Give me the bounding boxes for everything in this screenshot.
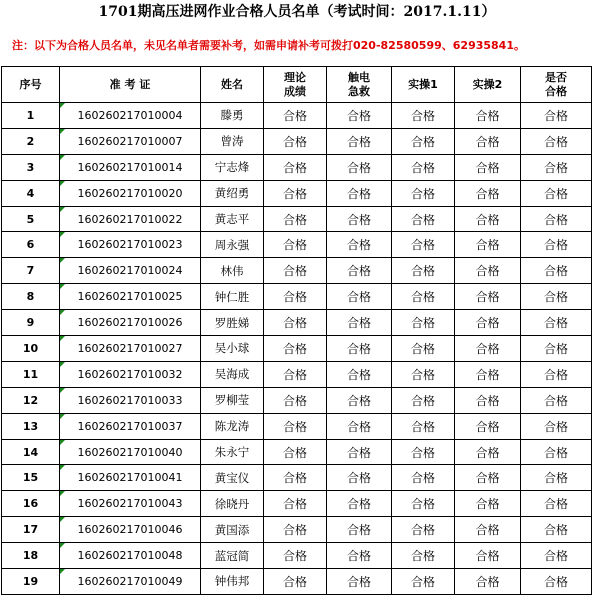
name-cell[interactable]: 陈龙涛 xyxy=(201,413,264,439)
practical2-result-cell[interactable]: 合格 xyxy=(455,206,521,232)
practical1-result-cell[interactable]: 合格 xyxy=(392,258,455,284)
theory-result-cell[interactable]: 合格 xyxy=(264,310,327,336)
table-row xyxy=(2,543,592,569)
sheet-title: 1701期高压进网作业合格人员名单（考试时间：2017.1.11） xyxy=(98,4,496,20)
cert-number-cell[interactable]: 160260217010048 xyxy=(60,543,201,569)
cert-number-cell[interactable]: 160260217010040 xyxy=(60,439,201,465)
first-aid-result-cell[interactable]: 合格 xyxy=(327,180,392,206)
cert-number-cell[interactable]: 160260217010020 xyxy=(60,180,201,206)
table-row xyxy=(2,336,592,362)
table-row xyxy=(2,284,592,310)
seq-cell[interactable]: 10 xyxy=(2,336,60,362)
cert-number-cell[interactable]: 160260217010037 xyxy=(60,413,201,439)
theory-result-cell[interactable]: 合格 xyxy=(264,128,327,154)
first-aid-result-cell[interactable]: 合格 xyxy=(327,387,392,413)
cert-number-cell[interactable]: 160260217010007 xyxy=(60,128,201,154)
theory-result-cell[interactable]: 合格 xyxy=(264,232,327,258)
qualified-cell[interactable]: 合格 xyxy=(521,103,592,129)
name-cell[interactable]: 罗柳莹 xyxy=(201,387,264,413)
theory-result-cell[interactable]: 合格 xyxy=(264,103,327,129)
qualified-cell[interactable]: 合格 xyxy=(521,569,592,595)
qualified-cell[interactable]: 合格 xyxy=(521,387,592,413)
theory-result-cell[interactable]: 合格 xyxy=(264,154,327,180)
name-cell[interactable]: 滕勇 xyxy=(201,103,264,129)
theory-result-cell[interactable]: 合格 xyxy=(264,206,327,232)
col-shock xyxy=(327,67,392,103)
practical1-result-cell[interactable]: 合格 xyxy=(392,413,455,439)
cert-number-cell[interactable]: 160260217010041 xyxy=(60,465,201,491)
qualified-cell[interactable]: 合格 xyxy=(521,491,592,517)
cert-number-cell[interactable]: 160260217010023 xyxy=(60,232,201,258)
col-name: 姓名 xyxy=(201,67,264,103)
seq-cell[interactable]: 6 xyxy=(2,232,60,258)
table-row xyxy=(2,413,592,439)
qualified-cell[interactable]: 合格 xyxy=(521,336,592,362)
seq-cell[interactable]: 15 xyxy=(2,465,60,491)
practical1-result-cell[interactable]: 合格 xyxy=(392,103,455,129)
first-aid-result-cell[interactable]: 合格 xyxy=(327,543,392,569)
seq-cell[interactable]: 4 xyxy=(2,180,60,206)
theory-result-cell[interactable]: 合格 xyxy=(264,569,327,595)
practical2-result-cell[interactable]: 合格 xyxy=(455,128,521,154)
name-cell[interactable]: 钟伟邦 xyxy=(201,569,264,595)
name-cell[interactable]: 黄宝仪 xyxy=(201,465,264,491)
seq-cell[interactable]: 8 xyxy=(2,284,60,310)
practical1-result-cell[interactable]: 合格 xyxy=(392,569,455,595)
col-shock-line1: 触电 xyxy=(348,70,370,84)
practical1-result-cell[interactable]: 合格 xyxy=(392,543,455,569)
qualified-cell[interactable]: 合格 xyxy=(521,206,592,232)
qualified-cell[interactable]: 合格 xyxy=(521,128,592,154)
practical1-result-cell[interactable]: 合格 xyxy=(392,154,455,180)
practical1-result-cell[interactable]: 合格 xyxy=(392,336,455,362)
first-aid-result-cell[interactable]: 合格 xyxy=(327,232,392,258)
name-cell[interactable]: 徐晓丹 xyxy=(201,491,264,517)
cert-number-cell[interactable]: 160260217010004 xyxy=(60,103,201,129)
name-cell[interactable]: 曾涛 xyxy=(201,128,264,154)
first-aid-result-cell[interactable]: 合格 xyxy=(327,310,392,336)
practical2-result-cell[interactable]: 合格 xyxy=(455,310,521,336)
table-row xyxy=(2,103,592,129)
theory-result-cell[interactable]: 合格 xyxy=(264,361,327,387)
qualified-cell[interactable]: 合格 xyxy=(521,310,592,336)
practical1-result-cell[interactable]: 合格 xyxy=(392,439,455,465)
name-cell[interactable]: 林伟 xyxy=(201,258,264,284)
qualified-cell[interactable]: 合格 xyxy=(521,154,592,180)
seq-cell[interactable]: 3 xyxy=(2,154,60,180)
practical1-result-cell[interactable]: 合格 xyxy=(392,517,455,543)
table-row xyxy=(2,517,592,543)
name-cell[interactable]: 蓝冠简 xyxy=(201,543,264,569)
name-cell[interactable]: 黄志平 xyxy=(201,206,264,232)
cert-number-cell[interactable]: 160260217010033 xyxy=(60,387,201,413)
practical1-result-cell[interactable]: 合格 xyxy=(392,361,455,387)
table-row xyxy=(2,128,592,154)
seq-cell[interactable]: 13 xyxy=(2,413,60,439)
practical2-result-cell[interactable]: 合格 xyxy=(455,387,521,413)
seq-cell[interactable]: 18 xyxy=(2,543,60,569)
seq-cell[interactable]: 2 xyxy=(2,128,60,154)
seq-cell[interactable]: 12 xyxy=(2,387,60,413)
table-row xyxy=(2,232,592,258)
name-cell[interactable]: 黄绍勇 xyxy=(201,180,264,206)
cert-number-cell[interactable]: 160260217010026 xyxy=(60,310,201,336)
first-aid-result-cell[interactable]: 合格 xyxy=(327,491,392,517)
col-cert: 准 考 证 xyxy=(60,67,201,103)
first-aid-result-cell[interactable]: 合格 xyxy=(327,154,392,180)
name-cell[interactable]: 朱永宁 xyxy=(201,439,264,465)
practical2-result-cell[interactable]: 合格 xyxy=(455,517,521,543)
first-aid-result-cell[interactable]: 合格 xyxy=(327,336,392,362)
practical2-result-cell[interactable]: 合格 xyxy=(455,103,521,129)
name-cell[interactable]: 黄国添 xyxy=(201,517,264,543)
table-row xyxy=(2,206,592,232)
table-row xyxy=(2,310,592,336)
practical1-result-cell[interactable]: 合格 xyxy=(392,206,455,232)
table-row xyxy=(2,258,592,284)
qualified-cell[interactable]: 合格 xyxy=(521,284,592,310)
cert-number-cell[interactable]: 160260217010024 xyxy=(60,258,201,284)
qualified-cell[interactable]: 合格 xyxy=(521,439,592,465)
qualified-cell[interactable]: 合格 xyxy=(521,543,592,569)
name-cell[interactable]: 吴小球 xyxy=(201,336,264,362)
theory-result-cell[interactable]: 合格 xyxy=(264,336,327,362)
notice-text: 注：以下为合格人员名单，未见名单者需要补考，如需申请补考可拨打020-82580599、62935841。 xyxy=(12,39,525,52)
theory-result-cell[interactable]: 合格 xyxy=(264,180,327,206)
practical2-result-cell[interactable]: 合格 xyxy=(455,569,521,595)
col-theory-line1: 理论 xyxy=(284,70,306,84)
qualified-cell[interactable]: 合格 xyxy=(521,232,592,258)
name-cell[interactable]: 吴海成 xyxy=(201,361,264,387)
practical2-result-cell[interactable]: 合格 xyxy=(455,284,521,310)
theory-result-cell[interactable]: 合格 xyxy=(264,284,327,310)
theory-result-cell[interactable]: 合格 xyxy=(264,517,327,543)
qualified-cell[interactable]: 合格 xyxy=(521,413,592,439)
seq-cell[interactable]: 7 xyxy=(2,258,60,284)
practical1-result-cell[interactable]: 合格 xyxy=(392,128,455,154)
table-row xyxy=(2,361,592,387)
first-aid-result-cell[interactable]: 合格 xyxy=(327,439,392,465)
theory-result-cell[interactable]: 合格 xyxy=(264,258,327,284)
practical1-result-cell[interactable]: 合格 xyxy=(392,310,455,336)
col-pass-line1: 是否 xyxy=(545,70,567,84)
seq-cell[interactable]: 1 xyxy=(2,103,60,129)
theory-result-cell[interactable]: 合格 xyxy=(264,465,327,491)
theory-result-cell[interactable]: 合格 xyxy=(264,413,327,439)
col-theory-line2: 成绩 xyxy=(284,84,306,98)
practical1-result-cell[interactable]: 合格 xyxy=(392,180,455,206)
qualified-cell[interactable]: 合格 xyxy=(521,258,592,284)
cert-number-cell[interactable]: 160260217010025 xyxy=(60,284,201,310)
table-row xyxy=(2,491,592,517)
col-seq: 序号 xyxy=(2,67,60,103)
name-cell[interactable]: 钟仁胜 xyxy=(201,284,264,310)
theory-result-cell[interactable]: 合格 xyxy=(264,543,327,569)
cert-number-cell[interactable]: 160260217010043 xyxy=(60,491,201,517)
qualified-cell[interactable]: 合格 xyxy=(521,361,592,387)
first-aid-result-cell[interactable]: 合格 xyxy=(327,517,392,543)
cert-number-cell[interactable]: 160260217010049 xyxy=(60,569,201,595)
theory-result-cell[interactable]: 合格 xyxy=(264,439,327,465)
header-row xyxy=(2,67,592,103)
col-pass-line2: 合格 xyxy=(545,84,567,98)
col-shock-line2: 急救 xyxy=(348,84,370,98)
seq-cell[interactable]: 16 xyxy=(2,491,60,517)
cert-number-cell[interactable]: 160260217010032 xyxy=(60,361,201,387)
practical2-result-cell[interactable]: 合格 xyxy=(455,232,521,258)
qualified-cell[interactable]: 合格 xyxy=(521,465,592,491)
first-aid-result-cell[interactable]: 合格 xyxy=(327,258,392,284)
cert-number-cell[interactable]: 160260217010022 xyxy=(60,206,201,232)
col-theory xyxy=(264,67,327,103)
cert-number-cell[interactable]: 160260217010014 xyxy=(60,154,201,180)
table-row xyxy=(2,180,592,206)
practical2-result-cell[interactable]: 合格 xyxy=(455,439,521,465)
table-row xyxy=(2,154,592,180)
first-aid-result-cell[interactable]: 合格 xyxy=(327,128,392,154)
table-row xyxy=(2,465,592,491)
first-aid-result-cell[interactable]: 合格 xyxy=(327,413,392,439)
cert-number-cell[interactable]: 160260217010046 xyxy=(60,517,201,543)
name-cell[interactable]: 周永强 xyxy=(201,232,264,258)
theory-result-cell[interactable]: 合格 xyxy=(264,387,327,413)
seq-cell[interactable]: 17 xyxy=(2,517,60,543)
col-pass xyxy=(521,67,592,103)
practical2-result-cell[interactable]: 合格 xyxy=(455,180,521,206)
practical2-result-cell[interactable]: 合格 xyxy=(455,154,521,180)
name-cell[interactable]: 宁志烽 xyxy=(201,154,264,180)
practical1-result-cell[interactable]: 合格 xyxy=(392,465,455,491)
practical2-result-cell[interactable]: 合格 xyxy=(455,258,521,284)
qualified-list-table xyxy=(1,66,592,595)
cert-number-cell[interactable]: 160260217010027 xyxy=(60,336,201,362)
first-aid-result-cell[interactable]: 合格 xyxy=(327,206,392,232)
first-aid-result-cell[interactable]: 合格 xyxy=(327,103,392,129)
practical2-result-cell[interactable]: 合格 xyxy=(455,336,521,362)
table-row xyxy=(2,387,592,413)
practical2-result-cell[interactable]: 合格 xyxy=(455,465,521,491)
first-aid-result-cell[interactable]: 合格 xyxy=(327,569,392,595)
col-op2: 实操2 xyxy=(455,67,521,103)
first-aid-result-cell[interactable]: 合格 xyxy=(327,284,392,310)
seq-cell[interactable]: 9 xyxy=(2,310,60,336)
practical1-result-cell[interactable]: 合格 xyxy=(392,387,455,413)
practical2-result-cell[interactable]: 合格 xyxy=(455,413,521,439)
practical1-result-cell[interactable]: 合格 xyxy=(392,284,455,310)
first-aid-result-cell[interactable]: 合格 xyxy=(327,465,392,491)
practical2-result-cell[interactable]: 合格 xyxy=(455,543,521,569)
theory-result-cell[interactable]: 合格 xyxy=(264,491,327,517)
practical1-result-cell[interactable]: 合格 xyxy=(392,491,455,517)
qualified-cell[interactable]: 合格 xyxy=(521,180,592,206)
table-row xyxy=(2,439,592,465)
name-cell[interactable]: 罗胜娣 xyxy=(201,310,264,336)
seq-cell[interactable]: 19 xyxy=(2,569,60,595)
seq-cell[interactable]: 14 xyxy=(2,439,60,465)
practical2-result-cell[interactable]: 合格 xyxy=(455,361,521,387)
table-row xyxy=(2,569,592,595)
seq-cell[interactable]: 11 xyxy=(2,361,60,387)
qualified-cell[interactable]: 合格 xyxy=(521,517,592,543)
col-op1: 实操1 xyxy=(392,67,455,103)
practical2-result-cell[interactable]: 合格 xyxy=(455,491,521,517)
seq-cell[interactable]: 5 xyxy=(2,206,60,232)
practical1-result-cell[interactable]: 合格 xyxy=(392,232,455,258)
first-aid-result-cell[interactable]: 合格 xyxy=(327,361,392,387)
